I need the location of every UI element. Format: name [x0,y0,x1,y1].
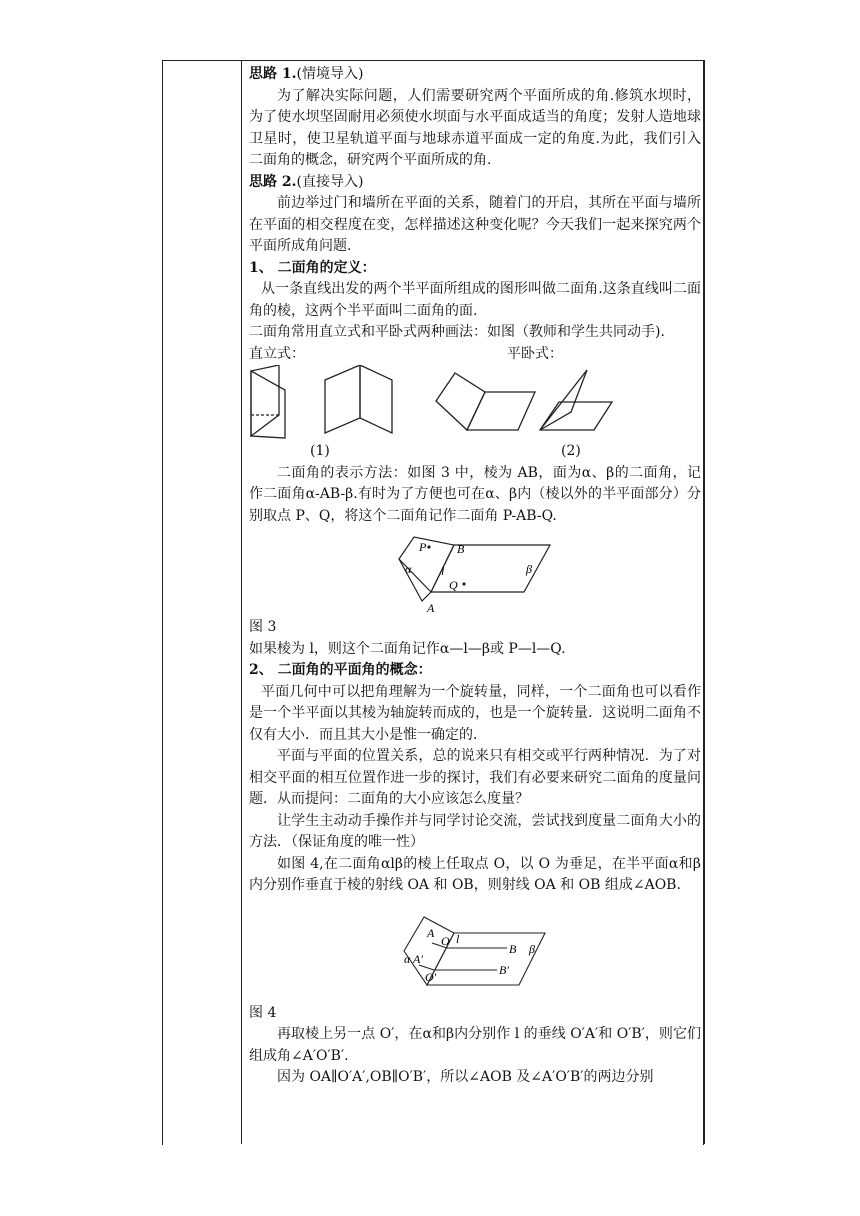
fig4-label-l: l [456,931,460,946]
vertical-fig-plane2 [251,371,285,438]
plane-angle-paragraph-6: 因为 OA∥O′A′,OB∥O′B′，所以∠AOB 及∠A′O′B′的两边分别 [277,1069,654,1085]
fig3-label-b: B [457,542,465,556]
section2-title: 思路 2.(直接导入) [249,173,364,190]
column-divider-left [241,60,242,1144]
plane-angle-heading: 2、 二面角的平面角的概念： [249,662,432,678]
fig3-label-a: A [427,601,435,615]
fig4-label-b: B [509,941,517,956]
fig4-label-o: O [441,933,450,948]
vertical-fig-plane1 [251,365,279,436]
figure-captions [249,441,701,463]
section1-title: 思路 1.(情境导入) [249,66,364,82]
fig4-label-alpha: α [404,951,411,966]
plane-angle-paragraph-2: 平面与平面的位置关系，总的说来只有相交或平行两种情况．为了对相交平面的相互位置作进一步的探讨，我们有必要来研究二面角的度量问题．从而提问：二面角的大小应该怎么度量？ [249,748,701,807]
section2-paragraph: 前边举过门和墙所在平面的关系，随着门的开启，其所在平面与墙所在平面的相交程度在变，怎样描述这种变化呢？今天我们一起来探究两个平面所成角问题. [249,195,701,254]
fig3-lower-edge [399,559,431,601]
fig3-point-p [427,545,430,548]
section1-paragraph: 为了解决实际问题，人们需要研究两个平面所成的角.修筑水坝时，为了使水坝坚固耐用必须使水坝面与水平面成适当的角度；发射人造地球卫星时，使卫星轨道平面与地球赤道平面成一定的角度.为此，我们引入二面角的概念，研究两个平面所成的角. [249,87,701,168]
fig3-label-alpha: α [405,562,412,576]
fig3-label-l: l [441,564,445,578]
vertical-style-label: 直立式： [249,345,305,362]
fig3-point-q [462,582,465,585]
plane-angle-paragraph-3: 让学生主动动手操作并与同学讨论交流，尝试找到度量二面角大小的方法．（保证角度的唯一性） [249,812,701,850]
flat-fig2-upper-plane [540,370,587,430]
figure-4-caption: 图 4 [249,1004,277,1021]
flat-fig1-lower-plane [467,392,535,430]
fig3-label-beta: β [526,562,532,576]
caption-fig2: (2) [561,443,581,459]
flat-style-label: 平卧式： [507,345,563,362]
edge-notation-paragraph: 如果棱为 l，则这个二面角记作α—l—β或 P—l—Q. [249,640,566,657]
fig4-label-b-prime: B′ [499,962,509,977]
figure-3-diagram [249,527,701,617]
book-fig-left-page [325,365,360,433]
plane-angle-paragraph-4: 如图 4,在二面角αlβ的棱上任取点 O，以 O 为垂足，在半平面α和β内分别作垂直于棱的射线 OA 和 OB，则射线 OA 和 OB 组成∠AOB. [249,855,701,893]
notation-paragraph: 二面角的表示方法：如图 3 中，棱为 AB，面为α、β的二面角，记作二面角α-AB-β.有时为了方便也可在α、β内（棱以外的半平面部分）分别取点 P、Q，将这个二面角记作二面角 P-AB-Q. [249,464,701,524]
figure-4-diagram [249,915,701,1003]
plane-angle-paragraph-5: 再取棱上另一点 O′，在α和β内分别作 l 的垂线 O′A′和 O′B′，则它们组成角∠A′O′B′. [249,1026,701,1064]
caption-fig1: (1) [310,443,330,459]
flat-fig1-upper-plane [436,373,485,430]
fig4-label-beta: β [529,941,535,956]
definition-heading: 1、 二面角的定义： [249,259,376,276]
fig4-label-o-prime: O′ [425,969,437,984]
figure-1-2 [249,365,701,441]
figure-3 [249,527,701,617]
fig4-label-a-prime: A′ [413,951,423,966]
figure-4 [249,915,701,1003]
fig3-label-p: P [419,540,427,554]
drawing-style-labels [249,344,701,366]
fig3-label-q: Q [449,578,458,592]
figure-3-caption: 图 3 [249,619,277,635]
column-divider-right [704,60,705,1144]
main-content [249,64,701,1089]
dihedral-drawings [249,365,701,441]
drawing-methods-paragraph: 二面角常用直立式和平卧式两种画法：如图（教师和学生共同动手). [249,324,665,340]
fig4-label-a: A [427,925,435,940]
book-fig-right-page [360,365,392,433]
definition-paragraph: 从一条直线出发的两个半平面所组成的图形叫做二面角.这条直线叫二面角的棱，这两个半平面叫二面角的面. [249,281,701,319]
plane-angle-paragraph-1: 平面几何中可以把角理解为一个旋转量，同样，一个二面角也可以看作是一个半平面以其棱为轴旋转而成的，也是一个旋转量．这说明二面角不仅有大小．而且其大小是惟一确定的． [249,683,701,743]
